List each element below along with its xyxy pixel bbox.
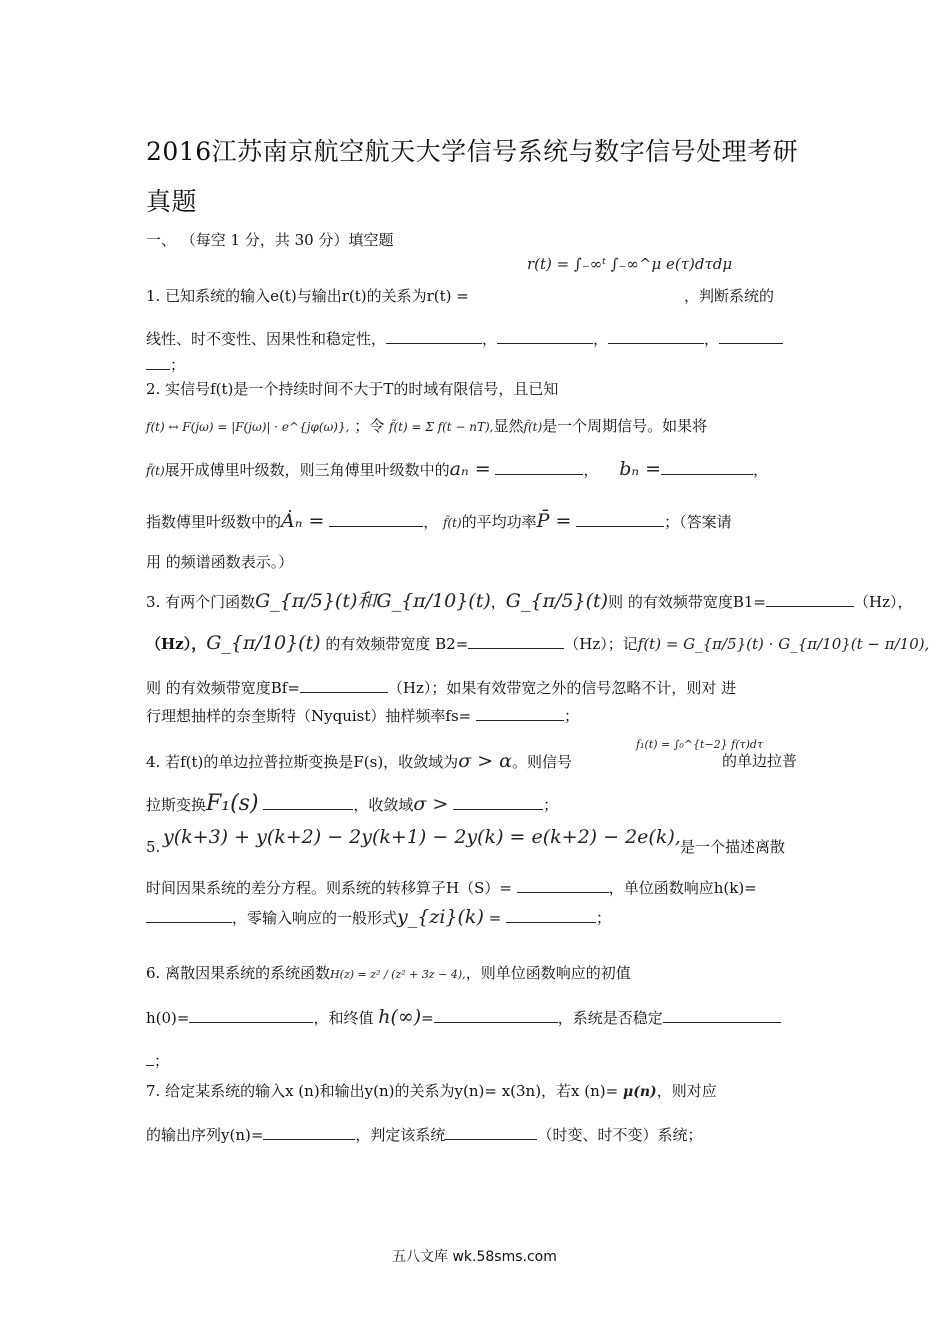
q3-text6: （Hz）；如果有效带宽之外的信号忽略不计，则对 进 <box>387 679 737 697</box>
q6-line2 <box>146 1006 781 1028</box>
q7-mu: μ(n) <box>623 1084 657 1100</box>
q3-text7: 行理想抽样的奈奎斯特（Nyquist）抽样频率fs= <box>146 707 472 725</box>
q4-blank-F1[interactable] <box>263 795 353 810</box>
q5-blank-H[interactable] <box>517 878 609 893</box>
q2-text: 2. 实信号f(t)是一个持续时间不大于T的时域有限信号，且已知 <box>146 380 559 398</box>
q4-end: ； <box>543 796 559 814</box>
q4-line2 <box>146 791 558 816</box>
q5-text1: 是一个描述离散 <box>680 838 786 856</box>
q3-blank-fs[interactable] <box>476 706 564 721</box>
q3-text3: 的有效频带宽度 B2= <box>325 635 469 653</box>
q6-line3 <box>146 1050 169 1071</box>
q3-line1 <box>146 586 912 613</box>
q5-formula: y(k+3) + y(k+2) − 2y(k+1) − 2y(k) = e(k+2) − 2e(k), <box>163 826 681 848</box>
q6-end: ； <box>154 1052 170 1070</box>
q1-text-line2 <box>146 328 783 349</box>
q2-blank-An[interactable] <box>329 512 423 527</box>
q1-blank-3[interactable] <box>608 329 704 344</box>
q4-text1: 4. 若f(t)的单边拉普拉斯变换是F(s)，收敛域为 <box>146 753 459 771</box>
q1-blank-4[interactable] <box>719 329 783 344</box>
q4-blank-sigma[interactable] <box>453 795 543 810</box>
q2-ft-2: f̃(t) <box>146 464 165 478</box>
q6-blank-stable-b[interactable] <box>146 1051 154 1066</box>
q7-blank-tv[interactable] <box>445 1125 537 1140</box>
q2-line4 <box>146 510 732 532</box>
footer-watermark: 五八文库 wk.58sms.com <box>392 1249 557 1265</box>
q2-formula-sum: f̃(t) = Σ f(t − nT), <box>389 420 494 434</box>
q2-an: aₙ = <box>449 458 491 480</box>
q2-text4: 展开成傅里叶级数，则三角傅里叶级数中的 <box>164 461 450 479</box>
q6-blank-stable[interactable] <box>663 1008 781 1023</box>
q3-line4 <box>146 705 579 726</box>
q2-ft: f̃(t) <box>523 420 543 434</box>
sep: ， <box>753 461 769 479</box>
q7-text3: 的输出序列y(n)= <box>146 1126 264 1144</box>
q7-blank-yn[interactable] <box>263 1125 355 1140</box>
sep: ， <box>593 330 609 348</box>
q5-end: ； <box>596 909 612 927</box>
q6-text5: = <box>421 1009 434 1027</box>
q6-line1 <box>146 962 631 983</box>
q4-line1 <box>146 750 572 772</box>
q7-text4: ，判定该系统 <box>355 1126 446 1144</box>
q1-text-tail: ，判断系统的 <box>684 287 775 305</box>
q6-text6: ，系统是否稳定 <box>557 1009 663 1027</box>
q2-text7: ；（答案请 <box>664 513 732 531</box>
q2-P: P̄ = <box>536 510 572 532</box>
q6-blank-h0[interactable] <box>189 1008 313 1023</box>
q2-blank-bn[interactable] <box>661 460 753 475</box>
q3-text2: 则 的有效频带宽度B1= <box>608 593 766 611</box>
q7-line2 <box>146 1124 702 1145</box>
q5-num: 5. <box>146 838 161 856</box>
q6-text3: h(0)= <box>146 1009 190 1027</box>
q3-text4: （Hz）；记 <box>564 635 638 653</box>
q5-blank-yzi[interactable] <box>506 908 596 923</box>
q5-blank-hk[interactable] <box>146 908 232 923</box>
q5-line2 <box>146 877 757 898</box>
sep: ， <box>490 593 506 611</box>
q1-blank-1[interactable] <box>386 329 482 344</box>
q4-text5: ，收敛域 <box>353 796 414 814</box>
q2-blank-P[interactable] <box>576 512 664 527</box>
sep: ， <box>704 330 720 348</box>
q7-line1 <box>146 1080 717 1101</box>
sep: ， <box>482 330 498 348</box>
q1-formula: r(t) = ∫₋∞ᵗ ∫₋∞^μ e(τ)dτdμ <box>527 255 733 273</box>
page-title-line2: 真题 <box>146 187 198 216</box>
q6-formula: H(z) = z² / (z² + 3z − 4), <box>330 968 466 981</box>
q1-text-properties: 线性、时不变性、因果性和稳定性， <box>146 330 387 348</box>
q1-blank-2[interactable] <box>497 329 593 344</box>
q7-text1: 7. 给定某系统的输入x (n)和输出y(n)的关系为y(n)= x(3n)，若x (n)= <box>146 1082 619 1100</box>
q2-text5: 指数傅里叶级数中的 <box>146 513 282 531</box>
q5-text4: ，零输入响应的一般形式 <box>232 909 398 927</box>
q5-text3: ，单位函数响应h(k)= <box>608 879 757 897</box>
q4-text4: 拉斯变换 <box>146 796 207 814</box>
q3-formula: f(t) = G_{π/5}(t) · G_{π/10}(t − π/10), <box>637 635 930 653</box>
section-heading: 一、 （每空 1 分，共 30 分）填空题 <box>146 231 394 249</box>
q6-hinf: h(∞) <box>378 1006 422 1028</box>
q2-line2 <box>146 415 707 436</box>
q2-An: Ȧₙ = <box>281 510 325 532</box>
q3-line3 <box>146 677 736 698</box>
q1-blank-4b[interactable] <box>146 355 170 370</box>
q5-text2: 时间因果系统的差分方程。则系统的转移算子H（S）= <box>146 879 512 897</box>
q2-ft-3: f̃(t) <box>442 516 462 530</box>
q3-blank-B1[interactable] <box>766 592 854 607</box>
q3-gate-2: G_{π/10}(t) <box>206 632 321 654</box>
q2-formula-ft: f(t) ↔ F(jω) = |F(jω)| · e^{jφ(ω)}, <box>146 420 350 434</box>
q2-line5: 用 的频谱函数表示。） <box>146 553 294 571</box>
q2-bn: bₙ = <box>619 458 662 480</box>
q6-text1: 6. 离散因果系统的系统函数 <box>146 964 331 982</box>
q5-yzi: y_{zi}(k) <box>397 906 484 928</box>
q5-line3 <box>146 906 611 928</box>
q3-gate-1: G_{π/5}(t) <box>505 590 609 612</box>
q1-end: ； <box>170 356 186 374</box>
q3-hz2: （Hz）， <box>146 635 207 653</box>
q3-gates: G_{π/5}(t)和G_{π/10}(t) <box>255 590 491 612</box>
q3-line2 <box>146 632 929 654</box>
page-title: 2016江苏南京航空航天大学信号系统与数字信号处理考研 <box>146 137 799 166</box>
q3-end: ； <box>564 707 580 725</box>
q6-blank-hinf[interactable] <box>434 1008 558 1023</box>
q2-sep: ；令 <box>354 417 385 435</box>
q3-blank-Bf[interactable] <box>300 678 388 693</box>
q6-text4: ，和终值 <box>313 1009 374 1027</box>
q3-text1: 3. 有两个门函数 <box>146 593 256 611</box>
q1-line3 <box>146 354 185 375</box>
q6-text2: ，则单位函数响应的初值 <box>465 964 631 982</box>
q7-text5: （时变、时不变）系统； <box>537 1126 703 1144</box>
q4-text3: 的单边拉普 <box>722 752 798 770</box>
q2-blank-an[interactable] <box>495 460 583 475</box>
q1-text: 1. 已知系统的输入e(t)与输出r(t)的关系为r(t) = <box>146 287 469 305</box>
q3-text5: 则 的有效频带宽度Bf= <box>146 679 300 697</box>
q5-eq: = <box>488 909 502 927</box>
q4-text2: 。则信号 <box>512 753 573 771</box>
q2-text2: 显然 <box>493 417 524 435</box>
q2-text6: 的平均功率 <box>461 513 537 531</box>
q3-hz: （Hz）， <box>854 593 913 611</box>
q4-roc: σ > α <box>458 750 512 772</box>
q4-F1: F₁(s) <box>206 791 259 816</box>
q3-blank-B2[interactable] <box>468 634 564 649</box>
q4-formula: f₁(t) = ∫₀^{t−2} f(τ)dτ <box>636 738 764 751</box>
q4-sigma: σ > <box>413 793 449 815</box>
q2-line3 <box>146 458 768 480</box>
sep: ， <box>423 513 439 531</box>
q7-text2: ，则对应 <box>656 1082 717 1100</box>
sep: ， <box>583 461 599 479</box>
q2-text3: 是一个周期信号。如果将 <box>542 417 708 435</box>
